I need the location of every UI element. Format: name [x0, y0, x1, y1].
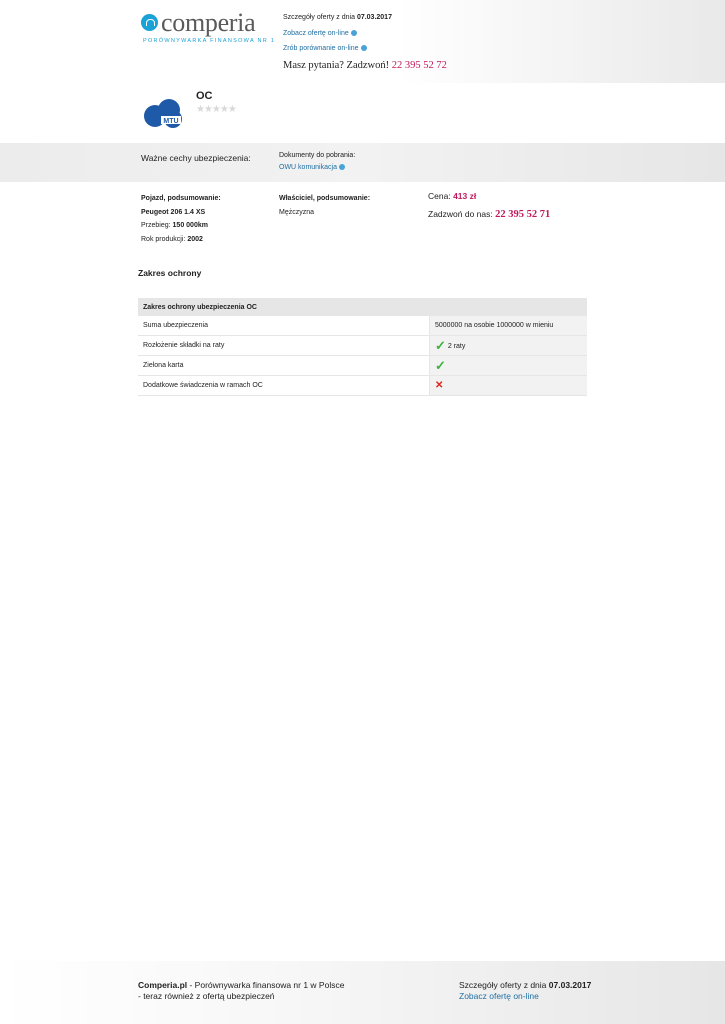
rating-stars: ★★★★★	[196, 104, 236, 115]
page-header	[0, 0, 725, 83]
footer-offer-info	[459, 980, 591, 1002]
call-line	[428, 209, 550, 220]
offer-date-line	[283, 14, 392, 21]
owner-summary	[279, 192, 370, 219]
table-row	[138, 316, 587, 336]
vehicle-model: Peugeot 206 1.4 XS	[141, 208, 206, 216]
price-block	[428, 191, 550, 220]
footer-details-date: 07.03.2017	[548, 980, 592, 990]
owner-heading: Właściciel, podsumowanie:	[279, 195, 371, 202]
question-text: Masz pytania? Zadzwoń!	[283, 60, 390, 71]
mtu-logo-icon	[143, 98, 183, 128]
mtu-logo-text: MTU	[163, 118, 179, 125]
compare-line	[283, 45, 367, 52]
coverage-table	[138, 298, 587, 396]
comperia-logo[interactable]	[141, 8, 276, 48]
footer-line1: - Porównywarka finansowa nr 1 w Polsce	[187, 980, 345, 990]
year-value: 2002	[187, 235, 203, 243]
price-value: 413 zł	[453, 191, 477, 201]
price-label: Cena:	[428, 191, 451, 201]
offer-details-prefix: Szczegóły oferty z dnia	[283, 14, 355, 21]
cross-icon: ✕	[435, 380, 444, 391]
price-line	[428, 191, 550, 201]
table-row	[138, 336, 587, 356]
owner-gender: Mężczyzna	[279, 208, 315, 216]
call-phone[interactable]: 22 395 52 71	[495, 209, 551, 220]
contact-question	[283, 60, 447, 71]
insurer-block	[140, 90, 390, 135]
compare-link[interactable]: Zrób porównanie on-line	[283, 45, 359, 52]
arrow-right-icon	[351, 30, 357, 36]
documents-label: Dokumenty do pobrania:	[279, 152, 356, 159]
row-value: 2 raty	[447, 342, 466, 350]
footer-brand: Comperia.pl	[138, 980, 188, 990]
offer-date: 07.03.2017	[356, 14, 392, 21]
logo-tagline: PORÓWNYWARKA FINANSOWA NR 1	[143, 38, 276, 44]
footer-details-prefix: Szczegóły oferty z dnia	[459, 980, 547, 990]
call-label: Zadzwoń do nas:	[428, 209, 493, 219]
check-icon: ✓	[435, 337, 446, 353]
document-link-line	[279, 164, 355, 171]
comperia-logo-icon	[141, 14, 158, 31]
row-label: Dodatkowe świadczenia w ramach OC	[138, 376, 430, 396]
check-icon: ✓	[435, 357, 446, 373]
view-offer-link[interactable]: Zobacz ofertę on-line	[283, 30, 349, 37]
footer-line2: - teraz również z ofertą ubezpieczeń	[138, 991, 275, 1001]
row-label: Suma ubezpieczenia	[138, 316, 430, 336]
vehicle-summary	[141, 192, 221, 246]
logo-wordmark: comperia	[161, 8, 256, 37]
coverage-section-title: Zakres ochrony	[138, 268, 202, 278]
coverage-table-header-row	[138, 298, 587, 316]
coverage-table-header: Zakres ochrony ubezpieczenia OC	[138, 298, 587, 316]
row-value: 5000000 na osobie 1000000 w mieniu	[430, 316, 588, 336]
view-offer-line	[283, 30, 357, 37]
table-row	[138, 376, 587, 396]
footer-view-offer-link[interactable]: Zobacz ofertę on-line	[459, 991, 539, 1001]
important-features-heading: Ważne cechy ubezpieczenia:	[141, 153, 251, 163]
header-phone[interactable]: 22 395 52 72	[391, 60, 447, 71]
row-label: Rozłożenie składki na raty	[138, 336, 430, 356]
row-label: Zielona karta	[138, 356, 430, 376]
documents-block	[279, 152, 355, 171]
arrow-right-icon	[339, 164, 345, 170]
year-label: Rok produkcji:	[141, 235, 186, 243]
features-band	[0, 143, 725, 182]
owu-document-link[interactable]: OWU komunikacja	[279, 164, 337, 171]
page-footer	[0, 961, 725, 1024]
row-value-cell	[430, 376, 588, 396]
product-name: OC	[196, 90, 213, 102]
table-row	[138, 356, 587, 376]
vehicle-heading: Pojazd, podsumowanie:	[141, 195, 221, 202]
arrow-right-icon	[361, 45, 367, 51]
row-value-cell	[430, 336, 588, 356]
row-value-cell	[430, 356, 588, 376]
mileage-value: 150 000km	[172, 222, 208, 229]
mileage-label: Przebieg:	[141, 222, 171, 229]
footer-brand-text	[138, 980, 344, 1002]
